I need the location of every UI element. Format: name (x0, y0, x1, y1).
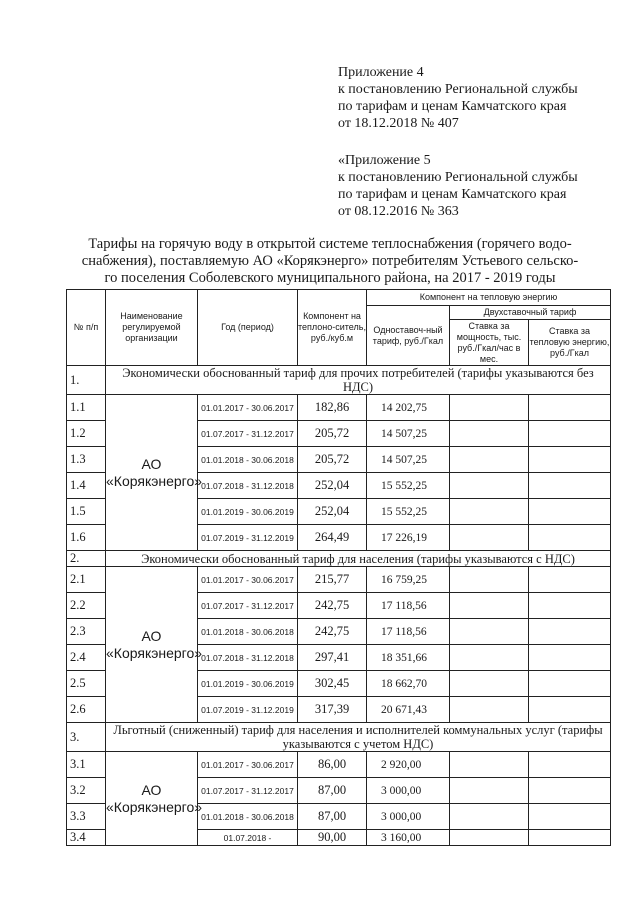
section-title: Экономически обоснованный тариф для населения (тарифы указываются с НДС) (106, 551, 611, 567)
energy-rate-cell (529, 525, 611, 551)
period-cell: 01.07.2019 - 31.12.2019 (198, 697, 298, 723)
row-num: 3.1 (67, 752, 106, 778)
period-cell: 01.01.2017 - 30.06.2017 (198, 395, 298, 421)
organization-name: АО «Корякэнерго» (106, 567, 198, 723)
energy-rate-cell (529, 830, 611, 846)
capacity-rate-cell (450, 830, 529, 846)
single-rate-cell: 18 351,66 (367, 645, 450, 671)
table-row (67, 752, 611, 778)
carrier-component-cell: 297,41 (298, 645, 367, 671)
carrier-component-cell: 90,00 (298, 830, 367, 846)
organization-name: АО «Корякэнерго» (106, 395, 198, 551)
carrier-component-cell: 252,04 (298, 473, 367, 499)
single-rate-cell: 3 000,00 (367, 778, 450, 804)
header-carrier: Компонент на теплоно-ситель, руб./куб.м (298, 290, 367, 366)
single-rate-cell: 15 552,25 (367, 473, 450, 499)
energy-rate-cell (529, 671, 611, 697)
organization-name: АО «Корякэнерго» (106, 752, 198, 846)
single-rate-cell: 20 671,43 (367, 697, 450, 723)
section-title: Экономически обоснованный тариф для прочих потребителей (тарифы указываются без НДС) (106, 366, 611, 395)
capacity-rate-cell (450, 804, 529, 830)
row-num: 1.3 (67, 447, 106, 473)
carrier-component-cell: 205,72 (298, 421, 367, 447)
capacity-rate-cell (450, 525, 529, 551)
section-header-row (67, 366, 611, 395)
capacity-rate-cell (450, 395, 529, 421)
row-num: 1.2 (67, 421, 106, 447)
capacity-rate-cell (450, 645, 529, 671)
energy-rate-cell (529, 395, 611, 421)
carrier-component-cell: 205,72 (298, 447, 367, 473)
appendix-current-line1: Приложение 4 (338, 65, 424, 80)
row-num: 1.1 (67, 395, 106, 421)
single-rate-cell: 18 662,70 (367, 671, 450, 697)
period-cell: 01.07.2017 - 31.12.2017 (198, 421, 298, 447)
appendix-previous-line3: по тарифам и ценам Камчатского края (338, 187, 567, 202)
energy-rate-cell (529, 593, 611, 619)
section-num: 2. (67, 551, 106, 567)
single-rate-cell: 17 118,56 (367, 593, 450, 619)
carrier-component-cell: 264,49 (298, 525, 367, 551)
row-num: 3.2 (67, 778, 106, 804)
energy-rate-cell (529, 752, 611, 778)
carrier-component-cell: 87,00 (298, 778, 367, 804)
capacity-rate-cell (450, 473, 529, 499)
title-line2: снабжения), поставляемую АО «Корякэнерго» потребителям Устьевого сельско- (81, 253, 579, 269)
period-cell: 01.07.2018 - (198, 830, 298, 846)
period-cell: 01.01.2019 - 30.06.2019 (198, 499, 298, 525)
table-body (67, 366, 611, 846)
single-rate-cell: 2 920,00 (367, 752, 450, 778)
single-rate-cell: 15 552,25 (367, 499, 450, 525)
single-rate-cell: 17 226,19 (367, 525, 450, 551)
carrier-component-cell: 317,39 (298, 697, 367, 723)
single-rate-cell: 3 000,00 (367, 804, 450, 830)
header-two-rate-group: Двухставочный тариф (450, 306, 611, 320)
row-num: 1.5 (67, 499, 106, 525)
single-rate-cell: 3 160,00 (367, 830, 450, 846)
single-rate-cell: 16 759,25 (367, 567, 450, 593)
section-num: 3. (67, 723, 106, 752)
title-line3: го поселения Соболевского муниципального района, на 2017 - 2019 годы (104, 270, 556, 286)
appendix-current-header (338, 64, 578, 132)
period-cell: 01.07.2018 - 31.12.2018 (198, 645, 298, 671)
period-cell: 01.01.2017 - 30.06.2017 (198, 567, 298, 593)
header-capacity-rate: Ставка за мощность, тыс. руб./Гкал/час в мес. (450, 320, 529, 366)
header-energy-rate: Ставка за тепловую энергию, руб./Гкал (529, 320, 611, 366)
header-period: Год (период) (198, 290, 298, 366)
carrier-component-cell: 302,45 (298, 671, 367, 697)
appendix-previous-line1: «Приложение 5 (338, 153, 431, 168)
carrier-component-cell: 242,75 (298, 593, 367, 619)
row-num: 3.4 (67, 830, 106, 846)
document-title (60, 236, 600, 287)
energy-rate-cell (529, 619, 611, 645)
single-rate-cell: 14 202,75 (367, 395, 450, 421)
energy-rate-cell (529, 499, 611, 525)
appendix-previous-line2: к постановлению Региональной службы (338, 170, 578, 185)
energy-rate-cell (529, 804, 611, 830)
period-cell: 01.01.2018 - 30.06.2018 (198, 619, 298, 645)
header-org: Наименование регулируемой организации (106, 290, 198, 366)
table-row (67, 567, 611, 593)
capacity-rate-cell (450, 499, 529, 525)
section-title: Льготный (сниженный) тариф для населения и исполнителей коммунальных услуг (тарифы указываются с учетом НДС) (106, 723, 611, 752)
appendix-current-line2: к постановлению Региональной службы (338, 82, 578, 97)
title-line1: Тарифы на горячую воду в открытой системе теплоснабжения (горячего водо- (88, 236, 572, 252)
appendix-previous-line4: от 08.12.2016 № 363 (338, 204, 459, 219)
table-row (67, 395, 611, 421)
row-num: 2.4 (67, 645, 106, 671)
energy-rate-cell (529, 447, 611, 473)
appendix-current-line3: по тарифам и ценам Камчатского края (338, 99, 567, 114)
energy-rate-cell (529, 778, 611, 804)
period-cell: 01.01.2017 - 30.06.2017 (198, 752, 298, 778)
row-num: 1.6 (67, 525, 106, 551)
appendix-current-line4: от 18.12.2018 № 407 (338, 116, 459, 131)
period-cell: 01.07.2017 - 31.12.2017 (198, 593, 298, 619)
capacity-rate-cell (450, 778, 529, 804)
row-num: 2.6 (67, 697, 106, 723)
period-cell: 01.07.2018 - 31.12.2018 (198, 473, 298, 499)
tariff-table (66, 289, 611, 846)
capacity-rate-cell (450, 593, 529, 619)
period-cell: 01.01.2018 - 30.06.2018 (198, 804, 298, 830)
carrier-component-cell: 182,86 (298, 395, 367, 421)
energy-rate-cell (529, 473, 611, 499)
carrier-component-cell: 86,00 (298, 752, 367, 778)
section-header-row (67, 723, 611, 752)
section-num: 1. (67, 366, 106, 395)
capacity-rate-cell (450, 697, 529, 723)
period-cell: 01.07.2017 - 31.12.2017 (198, 778, 298, 804)
single-rate-cell: 17 118,56 (367, 619, 450, 645)
energy-rate-cell (529, 421, 611, 447)
single-rate-cell: 14 507,25 (367, 447, 450, 473)
period-cell: 01.01.2019 - 30.06.2019 (198, 671, 298, 697)
row-num: 1.4 (67, 473, 106, 499)
period-cell: 01.07.2019 - 31.12.2019 (198, 525, 298, 551)
energy-rate-cell (529, 567, 611, 593)
energy-rate-cell (529, 645, 611, 671)
capacity-rate-cell (450, 752, 529, 778)
carrier-component-cell: 252,04 (298, 499, 367, 525)
capacity-rate-cell (450, 619, 529, 645)
single-rate-cell: 14 507,25 (367, 421, 450, 447)
header-num: № п/п (67, 290, 106, 366)
appendix-previous-header (338, 152, 578, 220)
capacity-rate-cell (450, 671, 529, 697)
row-num: 2.1 (67, 567, 106, 593)
row-num: 2.2 (67, 593, 106, 619)
carrier-component-cell: 215,77 (298, 567, 367, 593)
capacity-rate-cell (450, 447, 529, 473)
row-num: 2.5 (67, 671, 106, 697)
row-num: 2.3 (67, 619, 106, 645)
period-cell: 01.01.2018 - 30.06.2018 (198, 447, 298, 473)
energy-rate-cell (529, 697, 611, 723)
header-single-rate: Одноставоч-ный тариф, руб./Гкал (367, 306, 450, 366)
header-energy-group: Компонент на тепловую энергию (367, 290, 611, 306)
capacity-rate-cell (450, 421, 529, 447)
capacity-rate-cell (450, 567, 529, 593)
row-num: 3.3 (67, 804, 106, 830)
carrier-component-cell: 242,75 (298, 619, 367, 645)
section-header-row (67, 551, 611, 567)
table-header (67, 290, 611, 366)
carrier-component-cell: 87,00 (298, 804, 367, 830)
